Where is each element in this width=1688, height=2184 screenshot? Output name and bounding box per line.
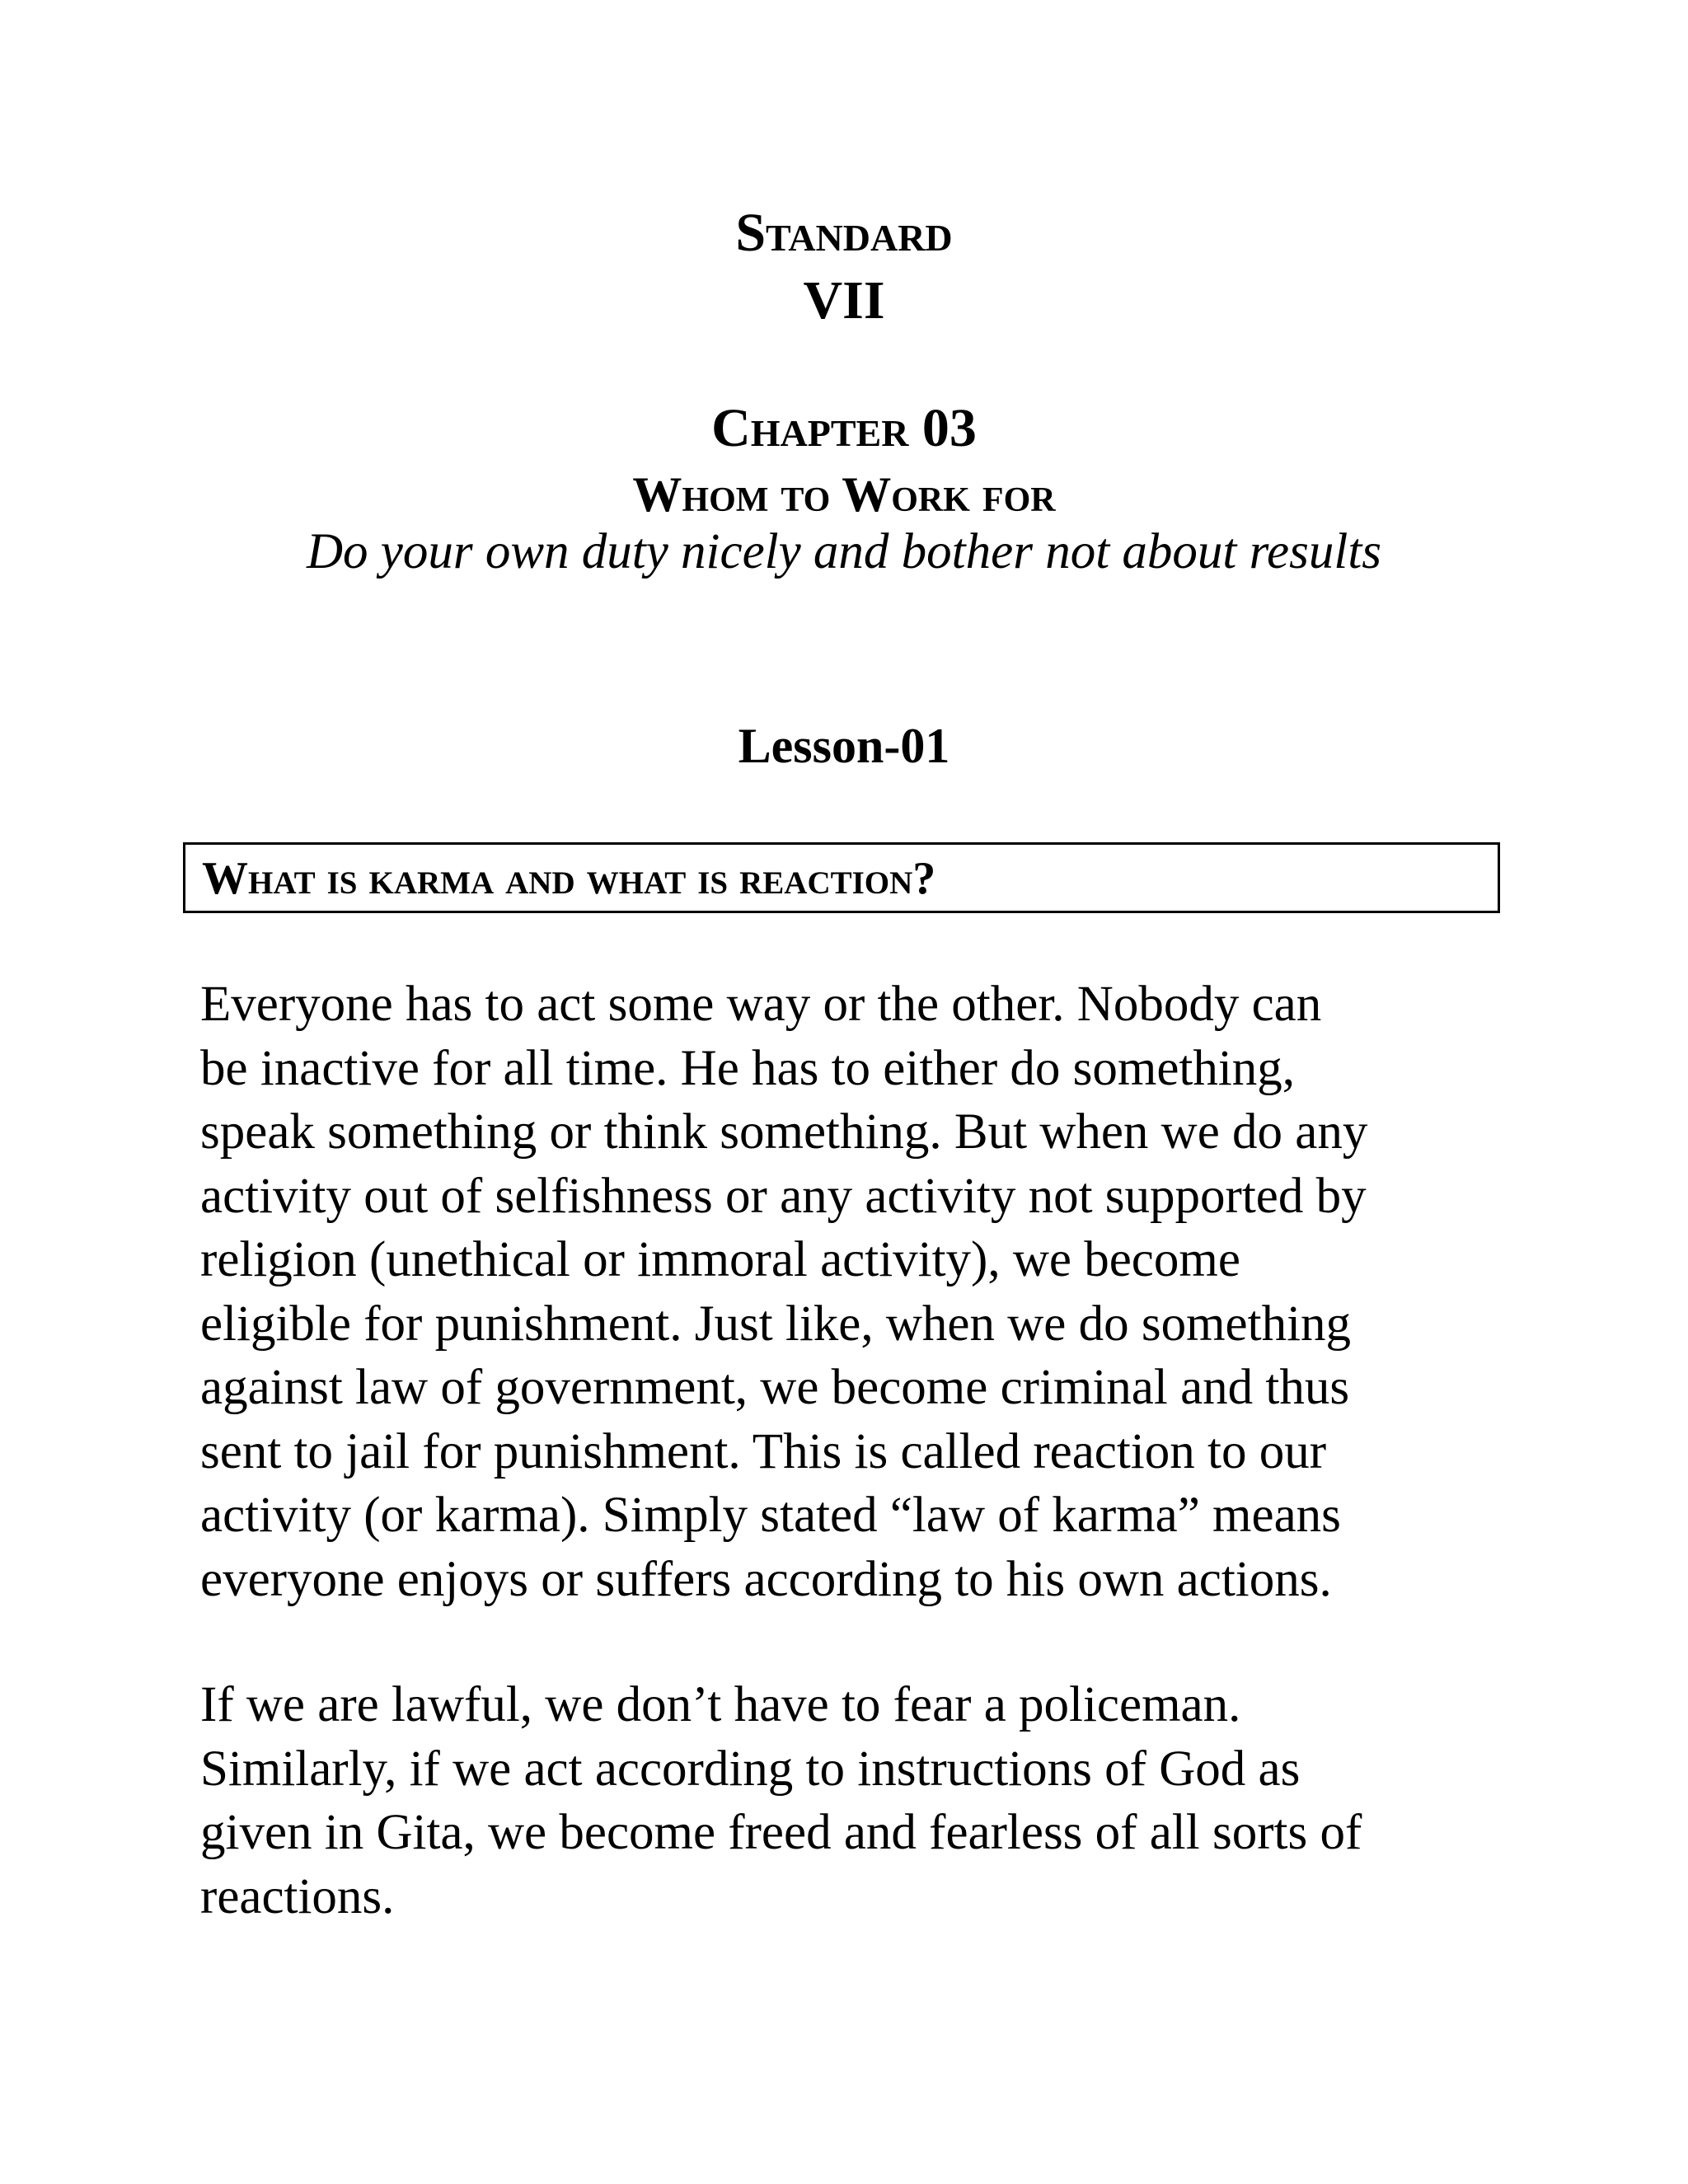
paragraph-line: be inactive for all time. He has to either do something, bbox=[200, 1040, 1296, 1096]
paragraph-line: everyone enjoys or suffers according to his own actions. bbox=[200, 1551, 1332, 1607]
standard-label: Standard bbox=[735, 203, 953, 263]
paragraph-line: Similarly, if we act according to instructions of God as bbox=[200, 1741, 1301, 1797]
paragraph-line: If we are lawful, we don’t have to fear a policeman. bbox=[200, 1677, 1241, 1732]
paragraph-line: given in Gita, we become freed and fearless of all sorts of bbox=[200, 1805, 1362, 1860]
chapter-number: Chapter 03 bbox=[711, 398, 977, 458]
lesson-title: Lesson-01 bbox=[738, 719, 950, 773]
paragraph-line: sent to jail for punishment. This is called reaction to our bbox=[200, 1423, 1327, 1479]
grade-label: VII bbox=[803, 270, 885, 330]
paragraph-line: against law of government, we become criminal and thus bbox=[200, 1360, 1350, 1415]
chapter-subtitle: Do your own duty nicely and bother not about results bbox=[306, 524, 1382, 579]
paragraph-line: Everyone has to act some way or the other. Nobody can bbox=[200, 977, 1322, 1032]
paragraph-line: religion (unethical or immoral activity), we become bbox=[200, 1232, 1240, 1287]
paragraph-1 bbox=[200, 972, 1519, 1611]
paragraph-line: activity (or karma). Simply stated “law of karma” means bbox=[200, 1488, 1341, 1543]
paragraph-line: eligible for punishment. Just like, when we do something bbox=[200, 1296, 1352, 1352]
paragraph-line: reactions. bbox=[200, 1868, 395, 1924]
paragraph-line: speak something or think something. But when we do any bbox=[200, 1104, 1368, 1160]
section-heading: What is karma and what is reaction? bbox=[202, 853, 936, 904]
paragraph-line: activity out of selfishness or any activity not supported by bbox=[200, 1168, 1367, 1224]
chapter-title: Whom to Work for bbox=[632, 467, 1056, 522]
paragraph-2 bbox=[200, 1673, 1519, 1929]
section-heading-box bbox=[183, 842, 1500, 913]
